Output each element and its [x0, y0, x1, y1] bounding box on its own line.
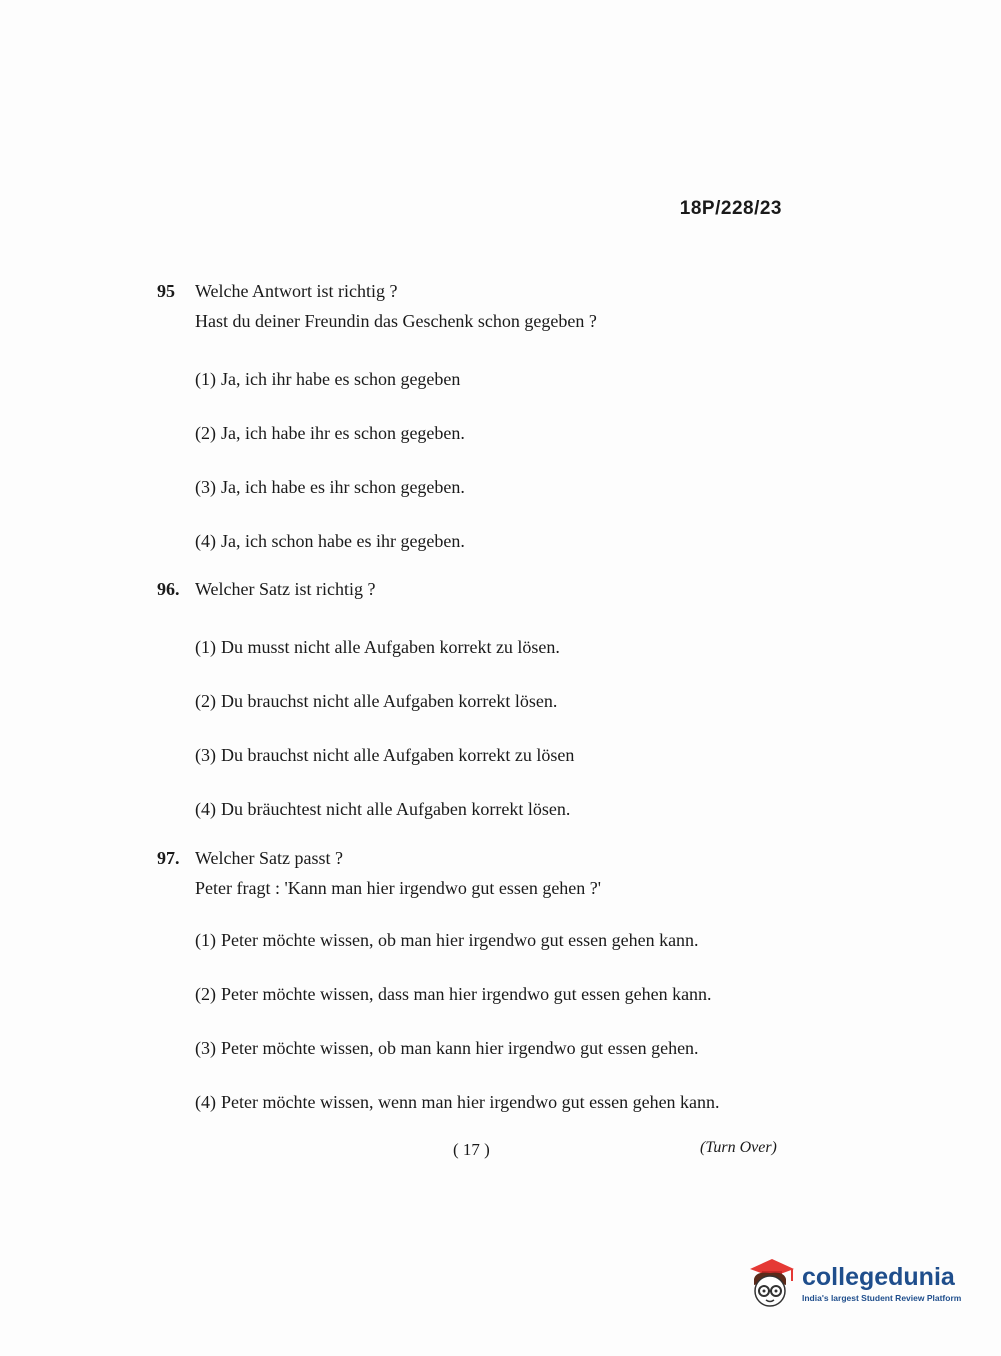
brand-tagline: India's largest Student Review Platform — [802, 1293, 962, 1303]
option-3: (3) Peter möchte wissen, ob man kann hier irgendwo gut essen gehen. — [195, 1038, 699, 1058]
student-mascot-icon — [742, 1255, 798, 1311]
question-97 — [157, 843, 797, 1113]
option-1: (1) Du musst nicht alle Aufgaben korrekt zu lösen. — [195, 637, 560, 657]
page-number: ( 17 ) — [453, 1140, 490, 1159]
option-4: (4) Ja, ich schon habe es ihr gegeben. — [195, 531, 465, 551]
question-header — [157, 843, 797, 903]
question-96 — [157, 574, 797, 820]
question-subtext: Hast du deiner Freundin das Geschenk schon gegeben ? — [195, 311, 597, 331]
option-3: (3) Ja, ich habe es ihr schon gegeben. — [195, 477, 465, 497]
options-list — [195, 636, 797, 820]
option-4: (4) Du bräuchtest nicht alle Aufgaben korrekt lösen. — [195, 799, 571, 819]
question-subtext: Peter fragt : 'Kann man hier irgendwo gut essen gehen ?' — [195, 878, 602, 898]
turn-over-note: (Turn Over) — [700, 1139, 777, 1156]
question-95 — [157, 276, 797, 552]
question-number: 97. — [157, 848, 180, 868]
question-text: Welcher Satz passt ? — [195, 848, 343, 868]
question-text: Welche Antwort ist richtig ? — [195, 281, 398, 301]
question-header — [157, 276, 797, 336]
document-code: 18P/228/23 — [679, 198, 782, 219]
option-1: (1) Ja, ich ihr habe es schon gegeben — [195, 369, 461, 389]
question-text: Welcher Satz ist richtig ? — [195, 579, 376, 599]
option-2: (2) Ja, ich habe ihr es schon gegeben. — [195, 423, 465, 443]
option-3: (3) Du brauchst nicht alle Aufgaben korrekt zu lösen — [195, 745, 575, 765]
collegedunia-watermark — [742, 1252, 972, 1314]
option-2: (2) Peter möchte wissen, dass man hier irgendwo gut essen gehen kann. — [195, 984, 712, 1004]
brand-name: collegedunia — [802, 1263, 955, 1291]
question-number: 96. — [157, 579, 180, 599]
question-number: 95 — [157, 281, 175, 301]
option-4: (4) Peter möchte wissen, wenn man hier irgendwo gut essen gehen kann. — [195, 1092, 720, 1112]
question-header — [157, 574, 797, 604]
option-2: (2) Du brauchst nicht alle Aufgaben korrekt lösen. — [195, 691, 558, 711]
option-1: (1) Peter möchte wissen, ob man hier irgendwo gut essen gehen kann. — [195, 930, 699, 950]
options-list — [195, 929, 797, 1113]
options-list — [195, 368, 797, 552]
